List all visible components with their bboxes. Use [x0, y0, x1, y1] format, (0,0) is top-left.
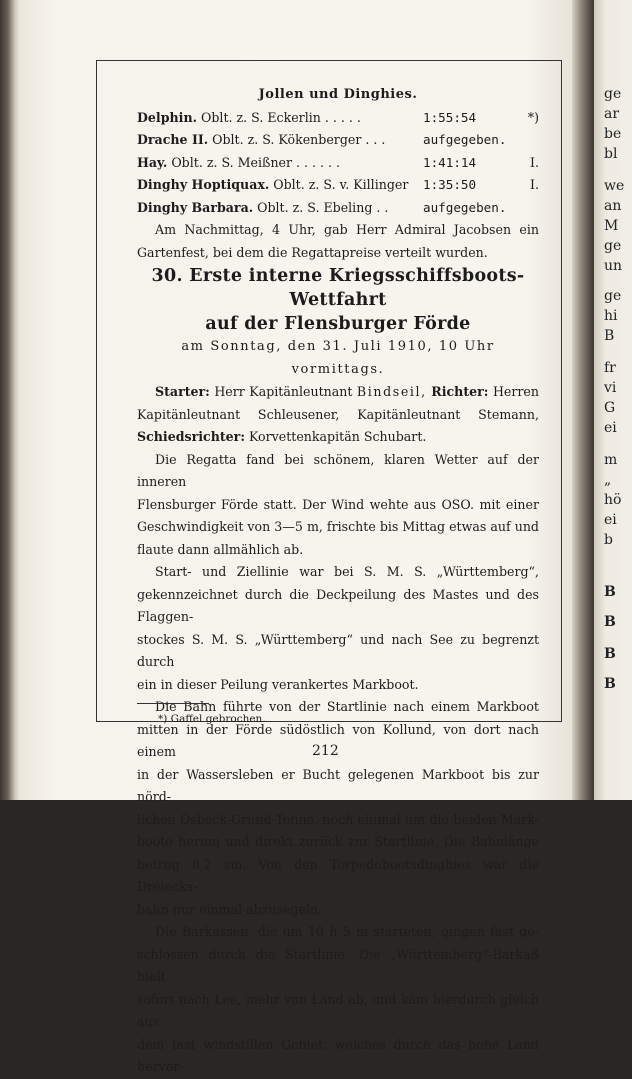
body-line: Geschwindigkeit von 3—5 m, frischte bis Mittag etwas auf und	[137, 519, 539, 534]
result-row	[137, 107, 539, 130]
body-line: schlossen durch die Startlinie. Die „Württemberg“-Barkaß hielt	[137, 946, 539, 984]
facing-page-fragment: B	[604, 584, 616, 600]
section-title-line2: auf der Flensburger Förde	[205, 314, 471, 334]
body-line: sofort nach Lee, mehr von Land ab, und kam hierdurch gleich aus	[137, 991, 539, 1029]
boat-name: Delphin.	[137, 109, 198, 125]
body-line: Die Bahn führte von der Startlinie nach einem Markboot	[155, 699, 539, 714]
judges-text: Herren	[488, 384, 539, 399]
book-gutter	[572, 0, 594, 800]
body-line: in der Wassersleben er Bucht gelegenen Markboot bis zur nörd-	[137, 766, 539, 804]
facing-page-fragment: we	[604, 178, 625, 194]
result-row	[137, 129, 539, 152]
facing-page-fragment: ge	[604, 238, 622, 254]
crew: Oblt. z. S. Meißner . . . . . .	[171, 154, 341, 170]
results-heading: Jollen und Dinghies.	[258, 87, 418, 102]
facing-page-fragment: fr	[604, 360, 616, 376]
body-line: boote herum und direkt zurück zur Startlinie. Die Bahnlänge	[137, 834, 539, 849]
body-line: Die Regatta fand bei schönem, klaren Wetter auf der inneren	[137, 451, 539, 489]
body-line: flaute dann allmählich ab.	[137, 541, 304, 557]
body-line: betrug 8,2 sm. Von den Torpedobootsdinghies war die Dreiecks-	[137, 856, 539, 894]
facing-page-fragment: B	[604, 614, 616, 630]
body-line: ein in dieser Peilung verankertes Markboot.	[137, 676, 419, 692]
boat-name: Dinghy Hoptiquax.	[137, 177, 270, 192]
body-line: Flensburger Förde statt. Der Wind wehte aus OSO. mit einer	[137, 496, 539, 512]
result-row	[137, 174, 539, 197]
result-row	[137, 152, 539, 175]
boat-name: Dinghy Barbara.	[137, 199, 254, 215]
starter-name: Bindseil,	[356, 384, 427, 399]
facing-page-fragment: M	[604, 218, 619, 234]
body-line: mitten in der Förde südöstlich von Kollund, von dort nach einem	[137, 721, 539, 759]
referee-text: Korvettenkapitän Schubart.	[244, 429, 427, 444]
finish-time: 1:35:50	[423, 177, 477, 192]
boat-name: Drache II.	[137, 132, 209, 147]
results-table	[137, 107, 539, 220]
officials-line	[137, 426, 539, 449]
facing-page-fragment: „	[604, 472, 612, 488]
facing-page-fragment: m	[604, 452, 618, 468]
facing-page-fragment: ei	[604, 420, 617, 436]
closing-line: Gartenfest, bei dem die Regattapreise verteilt wurden.	[137, 244, 488, 260]
facing-page-fragment: un	[604, 258, 623, 274]
officials-line	[137, 381, 539, 404]
date-line: am Sonntag, den 31. Juli 1910, 10 Uhr vormittags.	[181, 339, 495, 377]
starter-label: Starter:	[155, 384, 210, 399]
prize-mark: *)	[527, 109, 539, 125]
body-line: stockes S. M. S. „Württemberg“ und nach See zu begrenzt durch	[137, 631, 539, 669]
referee-label: Schiedsrichter:	[137, 429, 245, 444]
facing-page-fragment: ge	[604, 86, 622, 102]
footnote: *) Gaffel gebrochen.	[158, 713, 266, 725]
crew: Oblt. z. S. Kökenberger . . .	[212, 132, 386, 147]
body-line: lichen Osbeck-Grund-Tonne, noch einmal um die beiden Mark-	[137, 811, 539, 827]
finish-time: aufgegeben.	[423, 132, 507, 147]
facing-page-fragment: ei	[604, 512, 617, 528]
crew: Oblt. z. S. v. Killinger	[273, 177, 409, 192]
body-line: Die Barkassen, die um 10 h 5 m starteten, gingen fast ge-	[155, 924, 539, 939]
closing-line: Am Nachmittag, 4 Uhr, gab Herr Admiral Jacobsen ein	[155, 222, 539, 237]
page-content	[137, 84, 539, 1079]
facing-page-fragment: G	[604, 400, 616, 416]
finish-time: 1:41:14	[423, 154, 477, 170]
prize-mark: I.	[530, 177, 539, 192]
page-number: 212	[312, 743, 339, 759]
facing-page-fragment: B	[604, 328, 615, 344]
judges-label: Richter:	[431, 384, 489, 399]
facing-page-fragment: be	[604, 126, 622, 142]
facing-page-fragment: hö	[604, 492, 622, 508]
crew: Oblt. z. S. Ebeling . .	[257, 199, 389, 215]
facing-page-fragment: B	[604, 676, 616, 692]
section-title: 30. Erste interne Kriegsschiffsboots-Wettfahrt	[151, 266, 525, 310]
book-left-edge	[0, 0, 20, 800]
facing-page-fragment: ge	[604, 288, 622, 304]
starter-text: Herr Kapitänleutnant	[209, 384, 357, 399]
facing-page	[594, 0, 632, 800]
facing-page-fragment: b	[604, 532, 613, 548]
facing-page-fragment: ar	[604, 106, 620, 122]
facing-page-fragment: bl	[604, 146, 618, 162]
result-row	[137, 197, 539, 220]
body-line: Start- und Ziellinie war bei S. M. S. „Württemberg“,	[155, 564, 539, 579]
body-line: dem fast windstillen Gebiet, welches durch das hohe Land hervor-	[137, 1036, 539, 1074]
facing-page-fragment: an	[604, 198, 622, 214]
prize-mark: I.	[530, 154, 539, 170]
body-line: bahn nur einmal abzusegeln.	[137, 901, 323, 917]
boat-name: Hay.	[137, 154, 168, 170]
finish-time: 1:55:54	[423, 109, 477, 125]
facing-page-fragment: B	[604, 646, 616, 662]
facing-page-fragment: hi	[604, 308, 618, 324]
officials-line: Kapitänleutnant Schleusener, Kapitänleutnant Stemann,	[137, 406, 539, 422]
body-line: gekennzeichnet durch die Deckpeilung des Mastes und des Flaggen-	[137, 586, 539, 624]
crew: Oblt. z. S. Eckerlin . . . . .	[201, 109, 361, 125]
footnote-rule	[137, 703, 209, 704]
facing-page-fragment: vi	[604, 380, 617, 396]
finish-time: aufgegeben.	[423, 199, 507, 215]
